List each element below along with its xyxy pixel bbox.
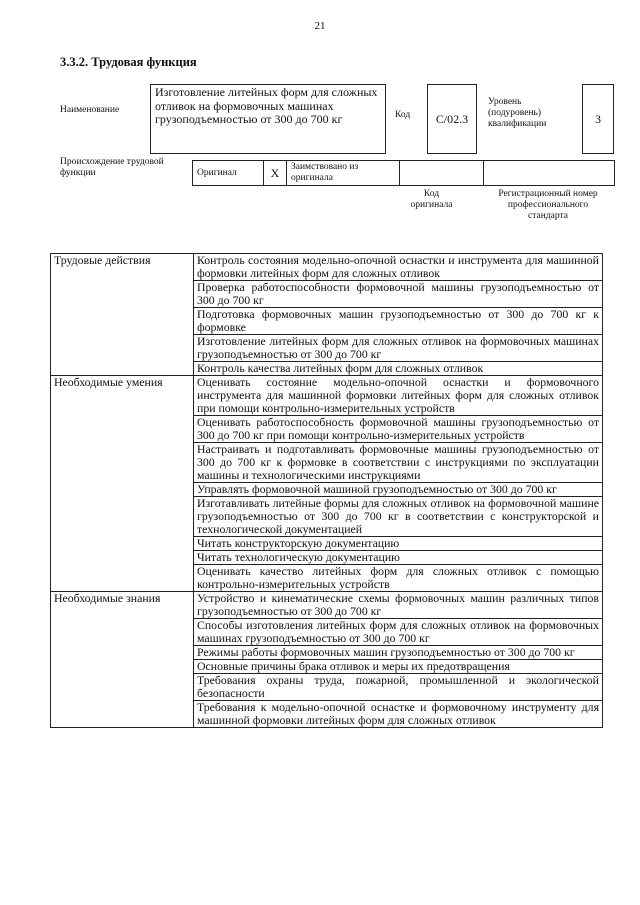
function-details-table: [50, 253, 603, 728]
table-row: [51, 254, 603, 281]
original-label: Оригинал: [193, 161, 264, 186]
original-mark: X: [264, 161, 287, 186]
section-item: Подготовка формовочных машин грузоподъемностью от 300 до 700 кг к формовке: [194, 308, 603, 335]
section-item: Способы изготовления литейных форм для сложных отливок на формовочных машинах грузоподъемностью от 300 до 700 кг: [194, 619, 603, 646]
section-title: 3.3.2. Трудовая функция: [60, 55, 197, 69]
reg-number-cell: [484, 161, 615, 186]
section-item: Изготавливать литейные формы для сложных отливок на формовочной машине грузоподъемностью от 300 до 700 кг в соответствии с конструкторской и технологической документацией: [194, 497, 603, 537]
function-name-box: Изготовление литейных форм для сложных отливок на формовочных машинах грузоподъемностью от 300 до 700 кг: [150, 84, 386, 154]
table-row: [51, 592, 603, 619]
section-item: Требования охраны труда, пожарной, промышленной и экологической безопасности: [194, 674, 603, 701]
section-item: Режимы работы формовочных машин грузоподъемностью от 300 до 700 кг: [194, 646, 603, 660]
section-item: Оценивать состояние модельно-опочной оснастки и формовочного инструмента для машинной формовки литейных форм для сложных отливок при помощи контрольно-измерительных устройств: [194, 376, 603, 416]
section-item: Контроль состояния модельно-опочной оснастки и инструмента для машинной формовки литейных форм для сложных отливок: [194, 254, 603, 281]
section-item: Управлять формовочной машиной грузоподъемностью от 300 до 700 кг: [194, 483, 603, 497]
level-label: Уровень (подуровень) квалификации: [488, 97, 547, 129]
section-item: Проверка работоспособности формовочной машины грузоподъемностью от 300 до 700 кг: [194, 281, 603, 308]
section-item: Требования к модельно-опочной оснастке и формовочному инструменту для машинной формовки литейных форм для сложных отливок: [194, 701, 603, 728]
section-item: Контроль качества литейных форм для сложных отливок: [194, 362, 603, 376]
code-original-label: Код оригинала: [410, 189, 453, 210]
code-label: Код: [395, 110, 411, 120]
section-item: Оценивать работоспособность формовочной машины грузоподъемностью от 300 до 700 кг при помощи контрольно-измерительных устройств: [194, 416, 603, 443]
borrowed-label: Заимствовано из оригинала: [287, 161, 400, 186]
origin-table: [192, 160, 615, 186]
table-row: [51, 376, 603, 416]
reg-number-label: Регистрационный номер профессионального стандарта: [498, 189, 598, 221]
page-number: 21: [314, 20, 326, 32]
section-item: Основные причины брака отливок и меры их предотвращения: [194, 660, 603, 674]
section-category: Необходимые умения: [51, 376, 194, 592]
code-value: C/02.3: [427, 84, 477, 154]
section-category: Трудовые действия: [51, 254, 194, 376]
name-label: Наименование: [60, 105, 120, 115]
level-value: 3: [582, 84, 614, 154]
section-item: Изготовление литейных форм для сложных отливок на формовочных машинах грузоподъемностью от 300 до 700 кг: [194, 335, 603, 362]
section-category: Необходимые знания: [51, 592, 194, 728]
section-item: Читать технологическую документацию: [194, 551, 603, 565]
origin-label: Происхождение трудовой функции: [60, 157, 164, 178]
section-item: Оценивать качество литейных форм для сложных отливок с помощью контрольно-измерительных устройств: [194, 565, 603, 592]
section-item: Настраивать и подготавливать формовочные машины грузоподъемностью от 300 до 700 кг к формовке в соответствии с инструкциями по эксплуатации машины и технологическими инструкциями: [194, 443, 603, 483]
code-original-cell: [400, 161, 484, 186]
section-item: Устройство и кинематические схемы формовочных машин различных типов грузоподъемностью от 300 до 700 кг: [194, 592, 603, 619]
section-item: Читать конструкторскую документацию: [194, 537, 603, 551]
